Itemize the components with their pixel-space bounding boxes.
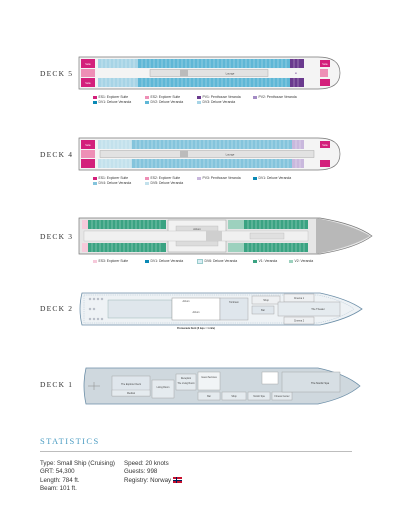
room-label: Nordic Spa <box>253 396 265 398</box>
legend-item: DV1: Deluxe Veranda <box>253 176 291 181</box>
deck-5-label: DECK 5 <box>40 69 74 78</box>
room-label: Bar <box>207 396 211 398</box>
room-label: Atrium <box>192 311 200 314</box>
deck-1-pool <box>262 372 278 384</box>
stat-grt: GRT: 54,300 <box>40 468 75 476</box>
stat-type: Type: Small Ship (Cruising) <box>40 460 115 467</box>
legend-item: ES2: Explorer Suite <box>145 95 180 100</box>
deck-5-stairs-icon: ≡ <box>295 71 297 76</box>
legend-item: ES1: Explorer Suite <box>93 176 128 181</box>
room-label: Atrium <box>182 300 190 303</box>
legend-item: DV6: Deluxe Veranda <box>197 259 237 264</box>
legend-item: PV2: Penthouse Veranda <box>253 95 297 100</box>
room-label: The Nordic Spa <box>310 382 330 385</box>
legend-swatch <box>145 96 149 99</box>
legend-swatch <box>253 260 257 263</box>
room-label: Shop <box>263 299 269 302</box>
statistics-left-column <box>40 460 115 494</box>
deck-5-suite-label: Suite <box>85 82 91 85</box>
legend-swatch <box>289 260 293 263</box>
legend-swatch <box>93 177 97 180</box>
room-label: The Living Room <box>177 383 195 385</box>
legend-swatch <box>145 101 149 104</box>
stat-beam: Beam: 101 ft. <box>40 485 77 493</box>
norway-flag-icon <box>173 477 182 483</box>
deck-4-elevator <box>180 151 188 158</box>
room-label: Cinema 2 <box>293 319 305 323</box>
stat-length: Length: 784 ft. <box>40 476 80 484</box>
deck-4-cabins-bottom[interactable] <box>98 159 304 168</box>
deck-2-lounge-area <box>108 300 172 318</box>
deck-5-cabins-bottom[interactable] <box>98 78 304 87</box>
statistics-divider <box>40 451 352 452</box>
legend-swatch <box>93 260 97 263</box>
deck-4-lounge-label: Lounge <box>225 153 235 157</box>
legend-swatch <box>145 182 149 185</box>
deck-5-cabins-top[interactable] <box>98 59 304 68</box>
deck-5-lounge-label: Lounge <box>225 72 235 76</box>
legend-item: ES3: Explorer Suite <box>93 259 128 264</box>
legend-item: DV5: Deluxe Veranda <box>145 181 183 186</box>
legend-swatch <box>253 177 257 180</box>
room-label: The Explorer Deck <box>121 383 141 386</box>
deck-5-corridor <box>150 70 268 77</box>
legend-swatch <box>197 96 201 99</box>
room-label: The Theater <box>311 308 325 311</box>
stat-speed: Speed: 20 knots <box>124 460 169 467</box>
room-label: Torshavn <box>229 301 239 304</box>
legend-item: DV4: Deluxe Veranda <box>93 181 131 186</box>
deck-5-elevator <box>180 70 188 77</box>
legend-swatch <box>93 101 97 104</box>
deck-2-label: DECK 2 <box>40 304 74 313</box>
legend-swatch <box>197 101 201 104</box>
deck-1-reception <box>176 374 196 390</box>
legend-swatch <box>145 177 149 180</box>
room-label: Medical <box>127 393 135 395</box>
legend-swatch <box>93 182 97 185</box>
legend-swatch <box>197 177 201 180</box>
deck-3-label: DECK 3 <box>40 232 74 241</box>
deck-3-atrium-label: Atrium <box>193 228 201 231</box>
legend-item: V2: Veranda <box>289 259 313 264</box>
legend-item: V1: Veranda <box>253 259 277 264</box>
room-label: Bar <box>261 309 265 312</box>
statistics-title: STATISTICS <box>40 436 100 446</box>
deck-2-plan <box>0 290 400 338</box>
legend-item: DV3: Deluxe Veranda <box>197 100 235 105</box>
room-label: Reception <box>180 378 192 380</box>
room-label: Guest Services <box>201 377 217 379</box>
legend-swatch <box>93 96 97 99</box>
stat-guests: Guests: 998 <box>124 468 158 476</box>
deck-4-corridor <box>100 151 314 158</box>
deck-1-plan <box>0 364 400 414</box>
deck-4-suite-label: Suite <box>85 144 91 147</box>
legend-item: ES1: Explorer Suite <box>93 95 128 100</box>
deck-1-guest-services <box>198 372 220 390</box>
deck-5-suite-label: Suite <box>85 63 91 66</box>
deck-4-cabins-top[interactable] <box>98 140 304 149</box>
deck-2-atrium <box>172 298 220 320</box>
deck-2-theater <box>278 302 340 316</box>
legend-item: DV2: Deluxe Veranda <box>145 100 183 105</box>
legend-swatch <box>253 96 257 99</box>
deck-1-living-room <box>152 380 174 398</box>
room-label: Living Room <box>156 387 170 389</box>
legend-swatch <box>197 259 203 264</box>
deck-4-label: DECK 4 <box>40 150 74 159</box>
legend-item: DV1: Deluxe Veranda <box>93 100 131 105</box>
deck-4-suite-label: Suite <box>322 144 328 147</box>
room-label: Fitness Center <box>274 396 290 398</box>
room-label: Shop <box>231 396 237 398</box>
legend-item: DV1: Deluxe Veranda <box>145 259 183 264</box>
legend-item: PV1: Penthouse Veranda <box>197 95 241 100</box>
legend-swatch <box>145 260 149 263</box>
deck-3-elevator <box>206 231 222 241</box>
deck-1-label: DECK 1 <box>40 380 74 389</box>
statistics-right-column <box>124 460 182 485</box>
promenade-label: Promenade Deck (6 laps = 1 mile) <box>177 327 215 330</box>
deck-5-suite-label: Suite <box>322 63 328 66</box>
stat-registry: Registry: Norway <box>124 477 182 485</box>
legend-item: ES2: Explorer Suite <box>145 176 180 181</box>
legend-item: PV3: Penthouse Veranda <box>197 176 241 181</box>
room-label: Cinema 1 <box>293 297 305 300</box>
